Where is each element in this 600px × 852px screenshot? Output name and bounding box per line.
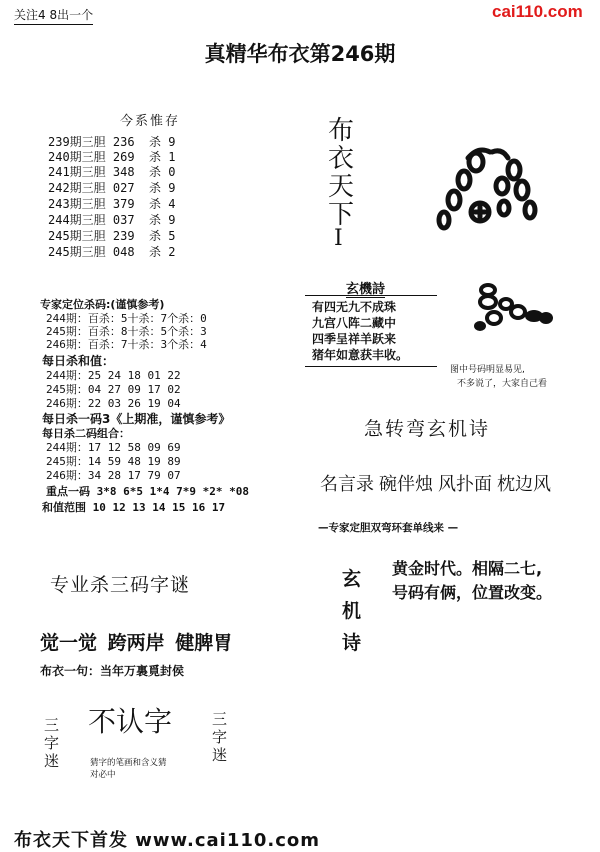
vertical-label-char: 字 [212, 728, 228, 746]
poem-line: 有四无九不成珠 [312, 300, 397, 314]
riddle-words: 觉一觉 跨两岸 健脾胃 [40, 632, 233, 654]
record-row: 240期三胆 269 杀 1 [48, 150, 176, 164]
follow-note: 关注4 8出一个 [14, 6, 93, 25]
two-code-row: 244期：17 12 58 09 69 [46, 441, 181, 454]
riddle-title: 专业杀三码字谜 [50, 574, 191, 596]
sum-range-line: 和值范围 10 12 13 14 15 16 17 [42, 501, 226, 514]
sum-row: 246期：22 03 26 19 04 [46, 397, 181, 410]
expert-row: 246期：百杀：7十杀：3个杀：4 [46, 338, 207, 351]
footer-text: 布衣天下首发 www.cai110.com [14, 830, 321, 851]
vertical-title-char: 布 [328, 116, 355, 146]
vertical-label-char: 三 [212, 710, 228, 728]
vertical-title-char: I [334, 226, 343, 251]
key-code-line: 重点一码 3*8 6*5 1*4 7*9 *2* *08 [46, 485, 249, 498]
vertical-title-char: 衣 [328, 144, 355, 174]
riddle-main-word: 不认字 [88, 705, 173, 738]
vertical-label-char: 字 [44, 734, 60, 752]
expert-row: 245期：百杀：8十杀：5个杀：3 [46, 325, 207, 338]
page-title: 真精华布衣第246期 [204, 42, 396, 66]
two-code-heading: 每日杀二码组合： [42, 427, 130, 440]
vertical-title-char: 下 [328, 200, 355, 230]
vertical-label-char: 迷 [44, 752, 60, 770]
sum-heading: 每日杀和值： [42, 354, 115, 368]
vertical-label-char: 迷 [212, 746, 228, 764]
riddle-poem-heading: 急转弯玄机诗 [364, 418, 491, 440]
record-row: 242期三胆 027 杀 9 [48, 181, 176, 195]
poem-line: 猪年如意获丰收。 [312, 348, 409, 362]
expert-heading: 专家定位杀码:(谨慎参考) [40, 298, 165, 311]
record-row: 239期三胆 236 杀 9 [48, 135, 176, 149]
picture-note: 不多说了，大家自己看 [457, 379, 548, 389]
poem-line: 四季呈祥羊跃来 [312, 332, 397, 346]
golden-line: 号码有俩，位置改变。 [392, 583, 553, 602]
vertical-poem-char: 诗 [342, 632, 362, 654]
picture-note: 图中号码明显易见, [450, 365, 525, 375]
record-row: 245期三胆 048 杀 2 [48, 245, 176, 259]
vertical-title-char: 天 [328, 172, 355, 202]
quote-line: 名言录 碗伴烛 风扑面 枕边风 [320, 474, 552, 494]
expert-banner: —专家定胆双弯环套单线来 — [318, 522, 459, 534]
vertical-poem-char: 机 [342, 600, 362, 622]
vertical-label-char: 三 [44, 716, 60, 734]
sum-row: 245期：04 27 09 17 02 [46, 383, 181, 396]
sum-row: 244期：25 24 18 01 22 [46, 369, 181, 382]
one-code-line: 每日杀一码3《上期准，谨慎参考》 [42, 412, 231, 426]
record-row: 244期三胆 037 杀 9 [48, 213, 176, 227]
site-logo-text[interactable]: cai110.com [492, 2, 583, 21]
records-heading: 今系惟存 [120, 114, 181, 129]
number-8-drawing-icon [472, 282, 562, 342]
chain-drawing-icon [430, 140, 550, 240]
two-code-row: 246期：34 28 17 79 07 [46, 469, 181, 482]
vertical-poem-char: 玄 [342, 568, 362, 590]
poem-title: 玄機詩 [346, 278, 385, 298]
two-code-row: 245期：14 59 48 19 89 [46, 455, 181, 468]
golden-line: 黄金时代。相隔二七, [392, 559, 543, 578]
expert-row: 244期：百杀：5十杀：7个杀：0 [46, 312, 207, 325]
record-row: 245期三胆 239 杀 5 [48, 229, 176, 243]
riddle-note: 猜字的笔画和含义猜 [90, 758, 167, 768]
poem-line: 九宫八阵二藏中 [312, 316, 397, 330]
record-row: 243期三胆 379 杀 4 [48, 197, 176, 211]
buyi-line: 布衣一句：当年万裏覓封侯 [40, 664, 185, 678]
riddle-note: 对必中 [90, 770, 116, 780]
record-row: 241期三胆 348 杀 0 [48, 165, 176, 179]
